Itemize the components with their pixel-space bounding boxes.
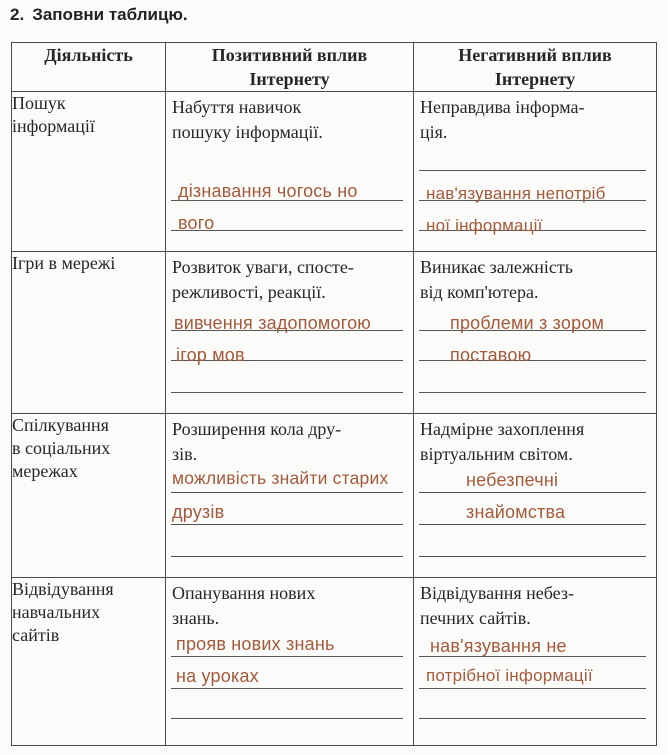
printed-text: Відвідування небез- печних сайтів. [420,583,574,628]
negative-cell [414,252,657,414]
printed-text: Надмірне захоплення віртуальним світом. [420,419,585,464]
positive-cell [166,578,414,746]
handwritten-answer[interactable]: вивчення задопомогою [174,313,371,333]
handwritten-answer[interactable]: проблеми з зором [450,313,605,333]
positive-cell [166,92,414,252]
handwritten-answer[interactable]: прояв нових знань [176,634,335,654]
table-row [12,92,657,252]
task-title: Заповни таблицю. [32,5,188,24]
handwritten-answer[interactable]: вого [178,213,215,233]
activity-cell: Спілкування в соціальних мережах [12,414,166,578]
handwritten-answer[interactable]: ігор мов [176,345,245,365]
handwritten-answer[interactable]: знайомства [466,502,566,522]
activity-cell: Пошук інформації [12,92,166,252]
printed-text: Розвиток уваги, спосте- режливості, реакції. [172,257,354,302]
handwritten-answer[interactable]: нав'язування не [430,636,567,656]
table-row [12,578,657,746]
handwritten-answer[interactable]: дізнавання чогось но [178,181,358,201]
handwritten-answer[interactable]: ної інформації [426,216,543,235]
task-heading [10,5,188,25]
printed-text: Набуття навичок пошуку інформації. [172,97,323,142]
handwritten-answer[interactable]: можливість знайти старих [172,468,389,488]
handwritten-answer[interactable]: поставою [450,345,532,365]
positive-cell [166,252,414,414]
handwritten-answer[interactable]: нав'язування непотріб [426,184,606,203]
header-row [12,43,657,92]
printed-text: Розширення кола дру- зів. [172,419,342,464]
negative-cell [414,92,657,252]
activity-cell: Відвідування навчальних сайтів [12,578,166,746]
header-negative: Негативний вплив Інтернету [414,43,657,92]
header-positive: Позитивний вплив Інтернету [166,43,414,92]
task-number: 2. [10,5,25,24]
header-activity: Діяльність [12,43,166,92]
positive-cell [166,414,414,578]
handwritten-answer[interactable]: друзів [172,502,225,522]
handwritten-answer[interactable]: потрібної інформації [426,666,593,685]
printed-text: Опанування нових знань. [172,583,316,628]
negative-cell [414,578,657,746]
handwritten-answer[interactable]: на уроках [176,666,259,686]
table-row [12,414,657,578]
printed-text: Неправдива інформа- ція. [420,97,585,142]
negative-cell [414,414,657,578]
printed-text: Виникає залежність від комп'ютера. [420,257,573,302]
answer-table [11,42,657,746]
table-row [12,252,657,414]
handwritten-answer[interactable]: небезпечні [466,470,559,490]
activity-cell: Ігри в мережі [12,252,166,414]
